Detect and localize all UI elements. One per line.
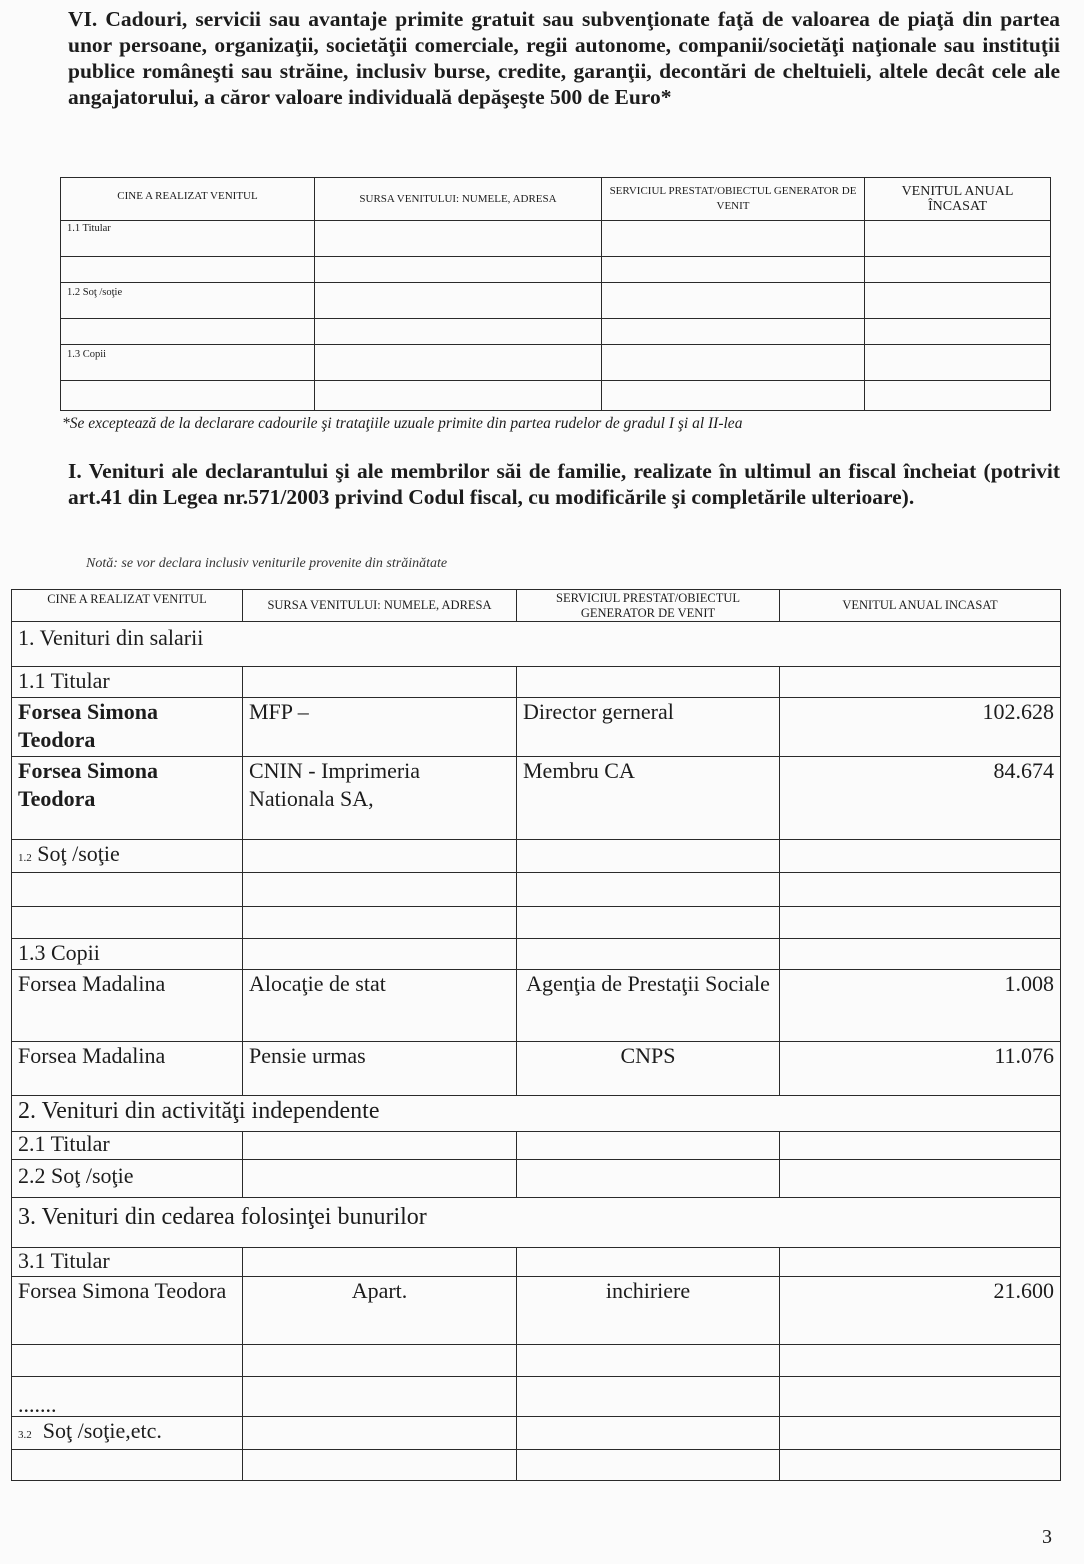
salaries-spouse-label — [12, 840, 243, 873]
salary-row-2-amount: 84.674 — [780, 757, 1061, 840]
property-spouse-prefix: 3.2 — [18, 1429, 32, 1441]
income-col-source: SURSA VENITULUI: NUMELE, ADRESA — [243, 590, 517, 622]
salary-row-2-service: Membru CA — [517, 757, 780, 840]
child-row-2-service: CNPS — [517, 1042, 780, 1096]
salary-row-1-amount: 102.628 — [780, 698, 1061, 757]
child-row-2-source: Pensie urmas — [243, 1042, 517, 1096]
salaries-spouse-prefix: 1.2 — [18, 852, 32, 864]
rent-row-who: Forsea Simona Teodora — [12, 1277, 243, 1345]
property-spouse-label — [12, 1417, 243, 1450]
row-label-spouse: 1.2 Soţ /soţie — [61, 283, 315, 319]
rent-row-amount: 21.600 — [780, 1277, 1061, 1345]
property-titular-label: 3.1 Titular — [12, 1248, 243, 1277]
foreign-income-note: Notă: se vor declara inclusiv veniturile provenite din străinătate — [86, 556, 448, 571]
section-salaries-title: 1. Venituri din salarii — [12, 622, 1061, 667]
child-row-1-amount: 1.008 — [780, 970, 1061, 1042]
row-label-titular: 1.1 Titular — [61, 221, 315, 257]
section-vi-heading: VI. Cadouri, servicii sau avantaje primite gratuit sau subvenţionate faţă de valoarea de piaţă din partea unor persoane, organizaţii, societăţii comerciale, regii autonome, companii/societăţi naţionale sau instituţii publice româneşti sau străine, inclusiv burse, credite, garanţii, decontări de cheltuieli, altele decât cele ale angajatorului, a căror valoare individuală depăşeşte 500 de Euro* — [68, 7, 1060, 109]
income-col-service: SERVICIUL PRESTAT/OBIECTUL GENERATOR DE VENIT — [517, 590, 780, 622]
row-label-children: 1.3 Copii — [61, 345, 315, 381]
salary-row-1-who: Forsea Simona Teodora — [12, 698, 243, 757]
gifts-table — [60, 177, 1051, 411]
income-table — [11, 589, 1061, 1481]
independent-spouse-label: 2.2 Soţ /soţie — [12, 1160, 243, 1198]
child-row-2-amount: 11.076 — [780, 1042, 1061, 1096]
rent-row-service: inchiriere — [517, 1277, 780, 1345]
independent-titular-label: 2.1 Titular — [12, 1132, 243, 1160]
section-independent-title: 2. Venituri din activităţi independente — [12, 1096, 1061, 1132]
page-number: 3 — [1042, 1526, 1052, 1548]
gifts-footnote: *Se exceptează de la declarare cadourile şi trataţiile uzuale primite din partea rudelor de gradul I şi al II-lea — [62, 415, 743, 432]
child-row-1-source: Alocaţie de stat — [243, 970, 517, 1042]
child-row-2-who: Forsea Madalina — [12, 1042, 243, 1096]
section-property-use-title: 3. Venituri din cedarea folosinţei bunurilor — [12, 1198, 1061, 1248]
property-ellipsis: ....... — [12, 1377, 243, 1417]
col-header-who: CINE A REALIZAT VENITUL — [61, 178, 315, 221]
salaries-children-label: 1.3 Copii — [12, 939, 243, 970]
salary-row-2-source: CNIN - Imprimeria Nationala SA, — [243, 757, 517, 840]
salary-row-1-source: MFP – — [243, 698, 517, 757]
income-col-amount: VENITUL ANUAL INCASAT — [780, 590, 1061, 622]
col-header-source: SURSA VENITULUI: NUMELE, ADRESA — [315, 178, 602, 221]
income-col-who: CINE A REALIZAT VENITUL — [12, 590, 243, 622]
section-i-heading: I. Venituri ale declarantului şi ale membrilor săi de familie, realizate în ultimul an fiscal încheiat (potrivit art.41 din Legea nr.571/2003 privind Codul fiscal, cu modificările şi completările ulterioare). — [68, 459, 1060, 509]
salaries-spouse-text: Soţ /soţie — [37, 841, 120, 866]
col-header-amount: VENITUL ANUAL ÎNCASAT — [865, 178, 1051, 221]
child-row-1-service: Agenţia de Prestaţii Sociale — [517, 970, 780, 1042]
property-spouse-text: Soţ /soţie,etc. — [42, 1418, 162, 1443]
salaries-titular-label: 1.1 Titular — [12, 667, 243, 698]
rent-row-source: Apart. — [243, 1277, 517, 1345]
salary-row-2-who: Forsea Simona Teodora — [12, 757, 243, 840]
salary-row-1-service: Director gerneral — [517, 698, 780, 757]
child-row-1-who: Forsea Madalina — [12, 970, 243, 1042]
col-header-service: SERVICIUL PRESTAT/OBIECTUL GENERATOR DE VENIT — [602, 178, 865, 221]
